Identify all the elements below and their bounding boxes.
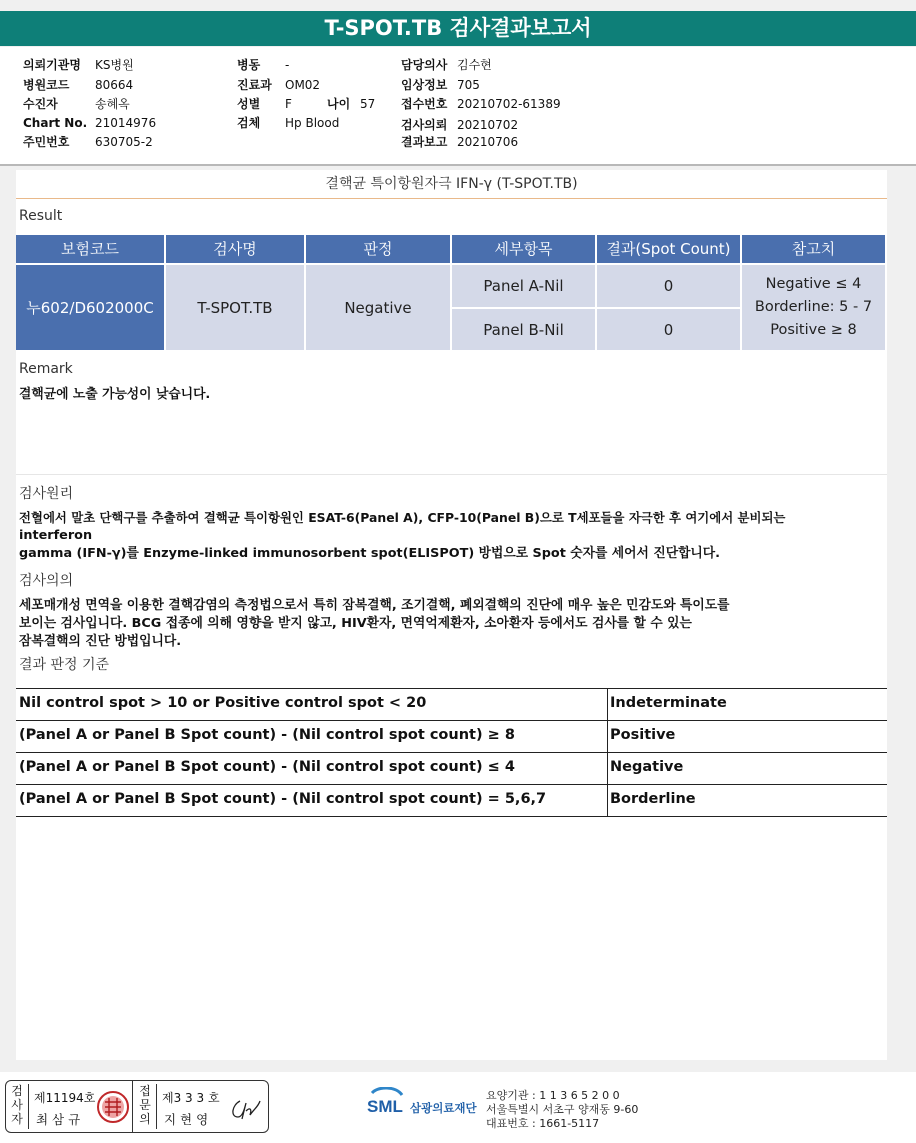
info-value: 80664: [95, 78, 134, 92]
panel-a-name: Panel A-Nil: [452, 265, 595, 307]
info-label: 수진자: [23, 97, 58, 111]
criteria-result: Borderline: [610, 791, 696, 807]
info-sex: [237, 95, 292, 112]
logo-text: SML: [367, 1097, 403, 1115]
org-info-3: 대표번호 : 1661-5117: [486, 1117, 600, 1130]
info-chart-no: [23, 116, 156, 130]
panel-b-name: Panel B-Nil: [452, 309, 595, 350]
principle-line-1: 전혈에서 말초 단핵구를 추출하여 결핵균 특이항원인 ESAT-6(Panel A), CFP-10(Panel B)으로 T세포들을 자극한 후 여기에서 분비되는: [19, 510, 786, 525]
column-divider: [607, 753, 608, 784]
info-patient-name: [23, 95, 130, 112]
criteria-result: Positive: [610, 727, 676, 743]
signer2-name: 지 현 영: [164, 1112, 209, 1127]
info-value: 705: [457, 78, 480, 92]
header-spot-count: 결과(Spot Count): [597, 235, 740, 263]
info-value: 20210702-61389: [457, 97, 561, 111]
role-char: 사: [11, 1098, 23, 1112]
role-char: 자: [11, 1112, 23, 1126]
column-divider: [607, 689, 608, 720]
remark-text: 결핵균에 노출 가능성이 낮습니다.: [19, 387, 211, 402]
reference-negative: Negative ≤ 4: [765, 276, 862, 292]
column-divider: [607, 785, 608, 816]
info-value: Hp Blood: [285, 116, 340, 130]
info-value: 김수현: [457, 58, 492, 72]
significance-line-3: 잠복결핵의 진단 방법입니다.: [19, 634, 182, 649]
criteria-result: Indeterminate: [610, 695, 727, 711]
info-label: 성별: [237, 97, 261, 111]
signer1-license: 제11194호: [34, 1091, 96, 1105]
reference-values: [742, 265, 885, 350]
header-insurance-code: 보험코드: [16, 235, 164, 263]
significance-line-2: 보이는 검사입니다. BCG 접종에 의해 영향을 받지 않고, HIV환자, 면역억제환자, 소아환자 등에서도 검사를 할 수 있는: [19, 616, 692, 631]
header-detail-item: 세부항목: [452, 235, 595, 263]
info-value: -: [285, 58, 290, 72]
principle-line-2: interferon: [19, 528, 93, 543]
info-ward: [237, 56, 289, 73]
info-label: 병동: [237, 58, 261, 72]
result-label: Result: [19, 208, 63, 224]
role-char: 문: [139, 1098, 151, 1112]
criteria-row: [16, 785, 887, 817]
role-char: 검: [11, 1084, 23, 1098]
org-info-2: 서울특별시 서초구 양재동 9-60: [486, 1103, 639, 1116]
header-test-name: 검사명: [166, 235, 304, 263]
panel-a-value: 0: [597, 265, 740, 307]
info-label: 진료과: [237, 78, 272, 92]
principle-line-3: gamma (IFN-γ)를 Enzyme-linked immunosorbent spot(ELISPOT) 방법으로 Spot 숫자를 세어서 진단합니다.: [19, 546, 721, 561]
info-label: 검사의뢰: [401, 118, 448, 132]
info-value: 21014976: [95, 116, 157, 130]
criteria-condition: (Panel A or Panel B Spot count) - (Nil control spot count) ≤ 4: [19, 759, 515, 775]
divider: [16, 474, 887, 475]
info-value: 630705-2: [95, 135, 153, 149]
principle-label: 검사원리: [19, 486, 74, 502]
signer1-name: 최 삼 규: [36, 1112, 81, 1127]
info-resident-number: [23, 133, 153, 150]
info-referring-hospital: [23, 56, 134, 73]
info-age: [327, 95, 375, 112]
org-info-1: 요양기관 : 1 1 3 6 5 2 0 0: [486, 1089, 620, 1102]
info-label: 접수번호: [401, 97, 448, 111]
criteria-label: 결과 판정 기준: [19, 657, 110, 673]
report-title: T-SPOT.TB 검사결과보고서: [0, 11, 916, 46]
info-department: [237, 76, 320, 93]
insurance-code: 누602/D602000C: [16, 265, 164, 350]
info-label: 결과보고: [401, 135, 448, 149]
criteria-row: [16, 753, 887, 785]
judgement: Negative: [306, 265, 450, 350]
criteria-condition: (Panel A or Panel B Spot count) - (Nil control spot count) ≥ 8: [19, 727, 515, 743]
test-subtitle: 결핵균 특이항원자극 IFN-γ (T-SPOT.TB): [325, 176, 578, 192]
info-receipt-number: [401, 95, 561, 112]
report-footer: [0, 1072, 916, 1143]
handwritten-signature-icon: [226, 1095, 262, 1123]
info-value: 송혜옥: [95, 97, 130, 111]
info-report-date: [401, 133, 518, 150]
reference-borderline: Borderline: 5 - 7: [754, 299, 873, 315]
info-value: OM02: [285, 78, 321, 92]
info-label: 나이: [327, 97, 351, 111]
divider: [132, 1081, 133, 1132]
divider: [16, 198, 887, 199]
org-name: 삼광의료재단: [410, 1101, 477, 1115]
info-label: 의뢰기관명: [23, 58, 81, 72]
criteria-result: Negative: [610, 759, 684, 775]
info-hospital-code: [23, 76, 133, 93]
info-label: 주민번호: [23, 135, 70, 149]
info-doctor: [401, 56, 492, 73]
info-label: 담당의사: [401, 58, 448, 72]
info-label: 임상정보: [401, 78, 448, 92]
info-value: 20210702: [457, 118, 519, 132]
criteria-condition: Nil control spot > 10 or Positive control spot < 20: [19, 695, 427, 711]
divider: [0, 164, 916, 166]
info-label: 검체: [237, 116, 261, 130]
test-name: T-SPOT.TB: [166, 265, 304, 350]
header-judgement: 판정: [306, 235, 450, 263]
red-seal-icon: [96, 1090, 130, 1124]
signer2-role: [134, 1084, 157, 1129]
remark-label: Remark: [19, 361, 73, 377]
info-value: 20210706: [457, 135, 519, 149]
info-label: Chart No.: [23, 116, 88, 130]
signer1-role: [6, 1084, 29, 1129]
info-value: 57: [360, 97, 376, 111]
info-request-date: [401, 116, 518, 133]
info-specimen: [237, 114, 339, 131]
header-reference: 참고치: [742, 235, 885, 263]
criteria-row: [16, 721, 887, 753]
criteria-row: [16, 689, 887, 721]
signer2-license: 제3 3 3 호: [162, 1091, 220, 1105]
reference-positive: Positive ≥ 8: [770, 322, 857, 338]
info-label: 병원코드: [23, 78, 70, 92]
info-value: KS병원: [95, 58, 134, 72]
info-clinical: [401, 76, 480, 93]
sml-logo-icon: [366, 1087, 406, 1115]
role-char: 의: [139, 1112, 151, 1126]
criteria-condition: (Panel A or Panel B Spot count) - (Nil control spot count) = 5,6,7: [19, 791, 547, 807]
column-divider: [607, 721, 608, 752]
significance-label: 검사의의: [19, 573, 74, 589]
role-char: 접: [139, 1084, 151, 1098]
info-value: F: [285, 97, 292, 111]
patient-info-panel: [0, 47, 916, 164]
panel-b-value: 0: [597, 309, 740, 350]
significance-line-1: 세포매개성 면역을 이용한 결핵감염의 측정법으로서 특히 잠복결핵, 조기결핵, 폐외결핵의 진단에 매우 높은 민감도와 특이도를: [19, 598, 730, 613]
signature-box: [5, 1080, 269, 1133]
